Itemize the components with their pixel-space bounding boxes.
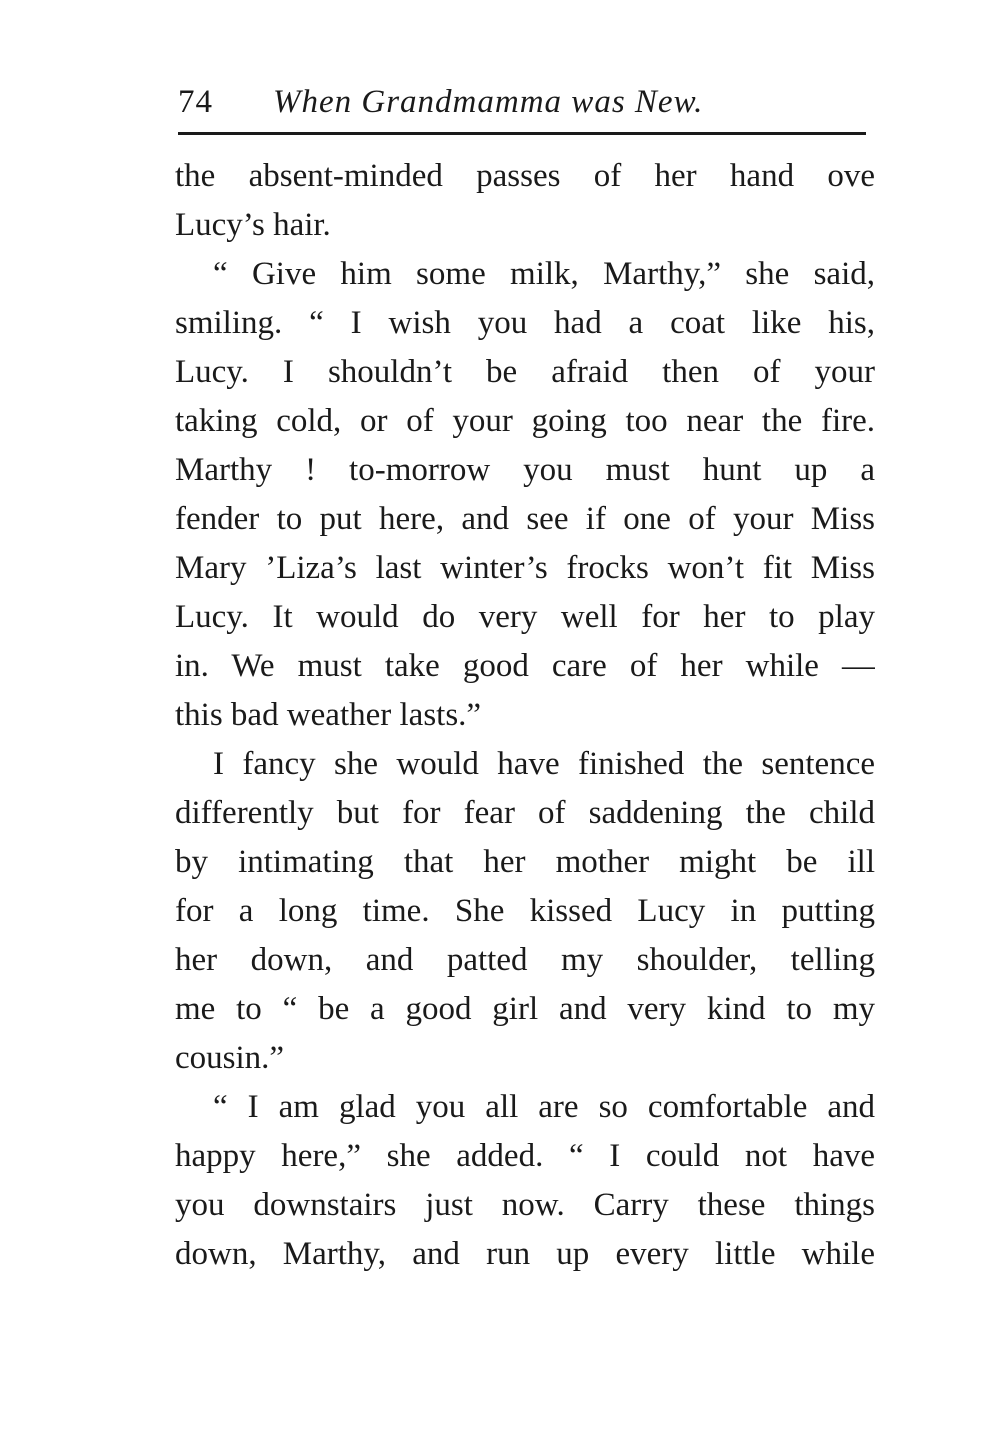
text-line: Mary ’Liza’s last winter’s frocks won’t fit Miss [175, 550, 875, 586]
text-line: fender to put here, and see if one of your Miss [175, 501, 875, 537]
text-line: Lucy. I shouldn’t be afraid then of your [175, 354, 875, 390]
text-line: taking cold, or of your going too near the fire. [175, 403, 875, 439]
text-line: for a long time. She kissed Lucy in putting [175, 893, 875, 929]
text-line: differently but for fear of saddening the child [175, 795, 875, 831]
text-line: Marthy ! to-morrow you must hunt up a [175, 452, 875, 488]
text-line: I fancy she would have finished the sentence [213, 746, 875, 782]
text-line: “ Give him some milk, Marthy,” she said, [213, 256, 875, 292]
text-line: her down, and patted my shoulder, telling [175, 942, 875, 978]
page-header [178, 80, 866, 124]
text-line: me to “ be a good girl and very kind to my [175, 991, 875, 1027]
text-line: this bad weather lasts.” [175, 697, 482, 733]
text-line: you downstairs just now. Carry these things [175, 1187, 875, 1223]
text-line: down, Marthy, and run up every little while [175, 1236, 875, 1272]
text-line: cousin.” [175, 1040, 285, 1076]
body-text [175, 152, 875, 1279]
text-line: Lucy. It would do very well for her to play [175, 599, 875, 635]
text-line: happy here,” she added. “ I could not have [175, 1138, 875, 1174]
text-line: Lucy’s hair. [175, 207, 331, 243]
text-line: smiling. “ I wish you had a coat like his, [175, 305, 875, 341]
text-line: the absent-minded passes of her hand ove [175, 158, 875, 194]
running-title: When Grandmamma was New. [273, 84, 704, 120]
header-rule [178, 132, 866, 135]
text-line: in. We must take good care of her while — [175, 648, 875, 684]
page-number: 74 [178, 84, 213, 120]
text-line: by intimating that her mother might be ill [175, 844, 875, 880]
text-line: “ I am glad you all are so comfortable and [213, 1089, 875, 1125]
